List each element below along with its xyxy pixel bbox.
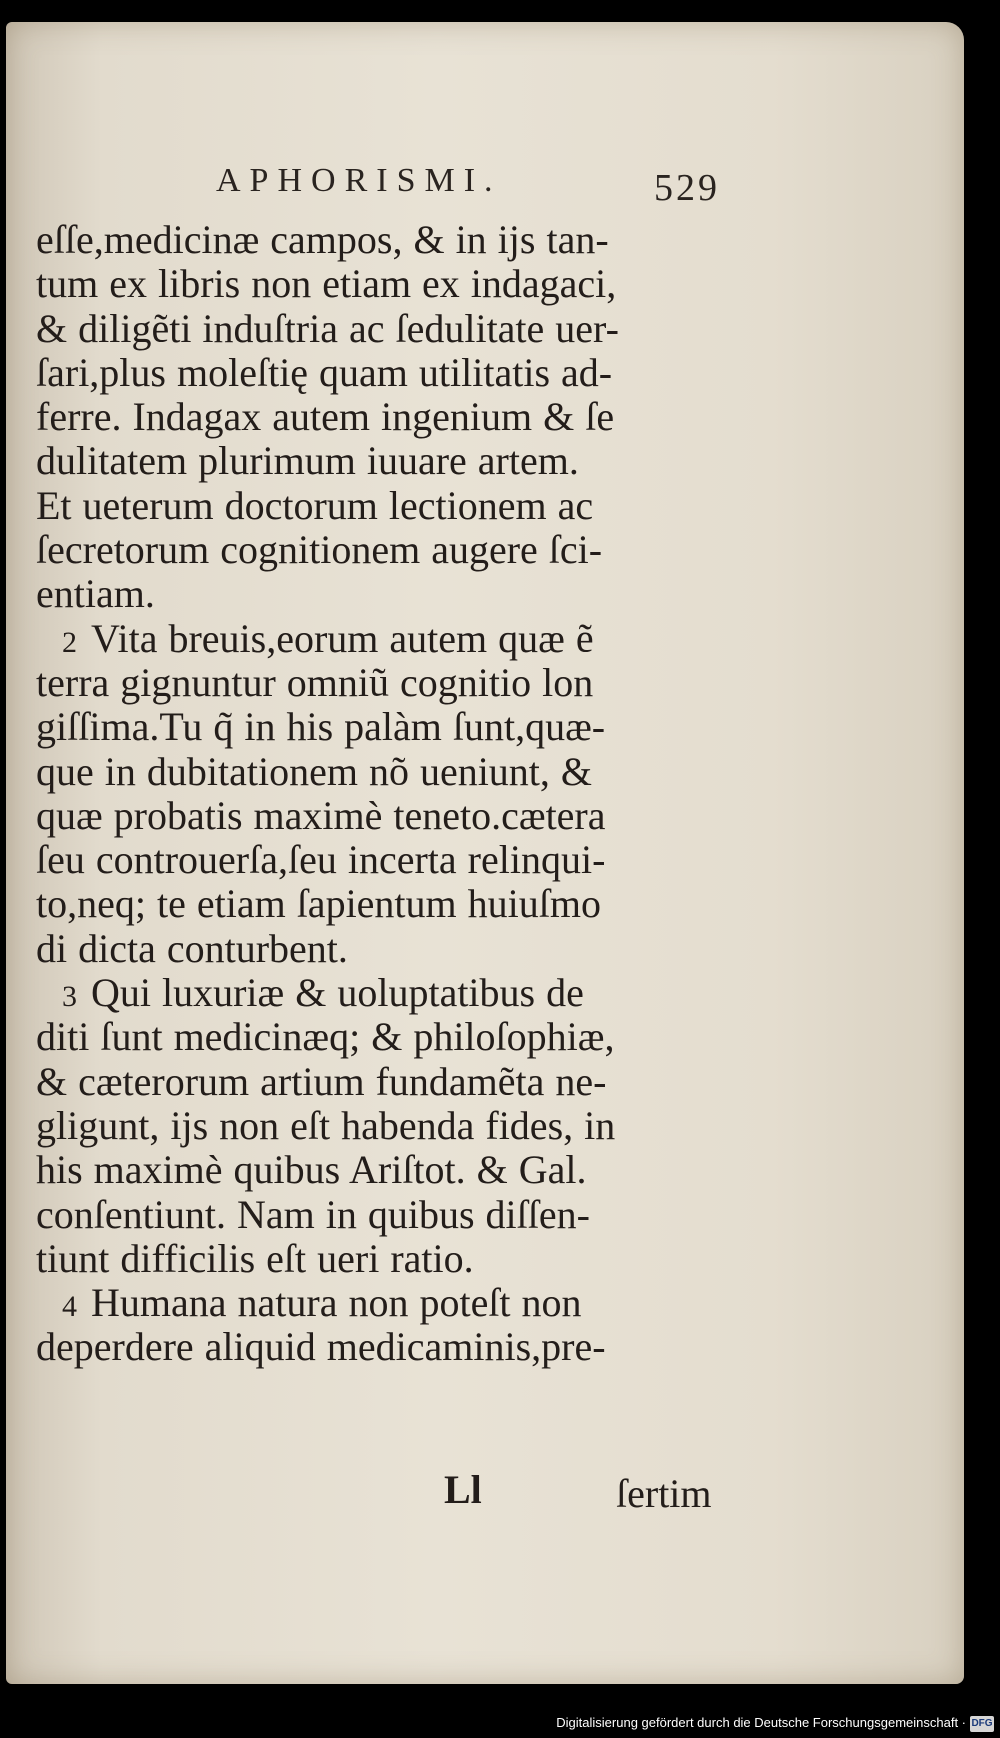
- line-text: & diligẽti induſtria ac ſedulitate uer-: [36, 305, 619, 351]
- line-text: eſſe,medicinæ campos, & in ijs tan-: [36, 217, 609, 262]
- text-line: [36, 838, 736, 882]
- line-text: his maximè quibus Ariſtot. & Gal.: [36, 1147, 587, 1193]
- dfg-logo: DFG: [970, 1716, 994, 1732]
- text-line: [36, 661, 736, 705]
- digitization-credit: Digitalisierung gefördert durch die Deutsche Forschungsgemeinschaft ·: [556, 1715, 966, 1730]
- text-line: [36, 1015, 736, 1059]
- text-line: [36, 1193, 736, 1237]
- line-text: & cæterorum artium fundamẽta ne-: [36, 1058, 607, 1104]
- text-line: [36, 1237, 736, 1281]
- line-text: di dicta conturbent.: [36, 925, 348, 971]
- text-line: [36, 395, 736, 439]
- text-line: [36, 439, 736, 483]
- text-line: [36, 1281, 736, 1325]
- aphorism-number: 2: [62, 625, 77, 659]
- line-text: Qui luxuriæ & uoluptatibus de: [91, 970, 584, 1016]
- catchword: ſertim: [616, 1471, 712, 1516]
- aphorism-number: 4: [62, 1290, 77, 1324]
- text-line: [36, 927, 736, 971]
- line-text: dulitatem plurimum iuuare artem.: [36, 438, 579, 484]
- line-text: giſſima.Tu q̃ in his palàm ſunt,quæ-: [36, 704, 606, 750]
- text-line: [36, 484, 736, 528]
- text-line: [36, 572, 736, 616]
- line-text: que in dubitationem nõ ueniunt, &: [36, 748, 593, 794]
- line-text: tum ex libris non etiam ex indagaci,: [36, 261, 617, 307]
- text-line: [36, 218, 736, 262]
- text-line: [36, 1148, 736, 1192]
- line-text: ſeu controuerſa,ſeu incerta relinqui-: [36, 837, 606, 883]
- line-text: gligunt, ijs non eſt habenda fides, in: [36, 1102, 616, 1148]
- text-line: [36, 971, 736, 1015]
- line-text: Vita breuis,eorum autem quæ ẽ: [91, 615, 594, 661]
- aphorism-number: 3: [62, 980, 77, 1014]
- line-text: conſentiunt. Nam in quibus diſſen-: [36, 1191, 590, 1237]
- text-line: [36, 882, 736, 926]
- text-line: [36, 1325, 736, 1369]
- text-line: [36, 1060, 736, 1104]
- text-line: [36, 750, 736, 794]
- line-text: Et ueterum doctorum lectionem ac: [36, 482, 594, 528]
- line-text: tiunt difficilis eſt ueri ratio.: [36, 1235, 474, 1281]
- signature-mark: Ll: [444, 1467, 482, 1512]
- line-text: diti ſunt medicinæq; & philoſophiæ,: [36, 1014, 615, 1060]
- text-line: [36, 351, 736, 395]
- text-block: [36, 218, 736, 1370]
- text-line: [36, 528, 736, 572]
- line-text: entiam.: [36, 571, 155, 617]
- running-head: APHORISMI.: [216, 162, 502, 199]
- line-text: ſecretorum cognitionem augere ſci-: [36, 527, 603, 573]
- page-number: 529: [654, 167, 720, 209]
- text-line: [36, 794, 736, 838]
- text-line: [36, 262, 736, 306]
- text-line: [36, 307, 736, 351]
- page-header: [6, 162, 964, 212]
- text-line: [36, 1104, 736, 1148]
- line-text: ſari,plus moleſtię quam utilitatis ad-: [36, 349, 613, 395]
- text-line: [36, 705, 736, 749]
- page-footer: [6, 1466, 964, 1516]
- line-text: to,neq; te etiam ſapientum huiuſmo: [36, 881, 601, 927]
- line-text: ferre. Indagax autem ingenium & ſe: [36, 394, 615, 440]
- book-page: [6, 22, 964, 1684]
- line-text: Humana natura non poteſt non: [91, 1280, 582, 1326]
- line-text: terra gignuntur omniũ cognitio lon: [36, 659, 594, 705]
- line-text: deperdere aliquid medicaminis,pre-: [36, 1324, 606, 1370]
- text-line: [36, 617, 736, 661]
- line-text: quæ probatis maximè teneto.cætera: [36, 792, 606, 838]
